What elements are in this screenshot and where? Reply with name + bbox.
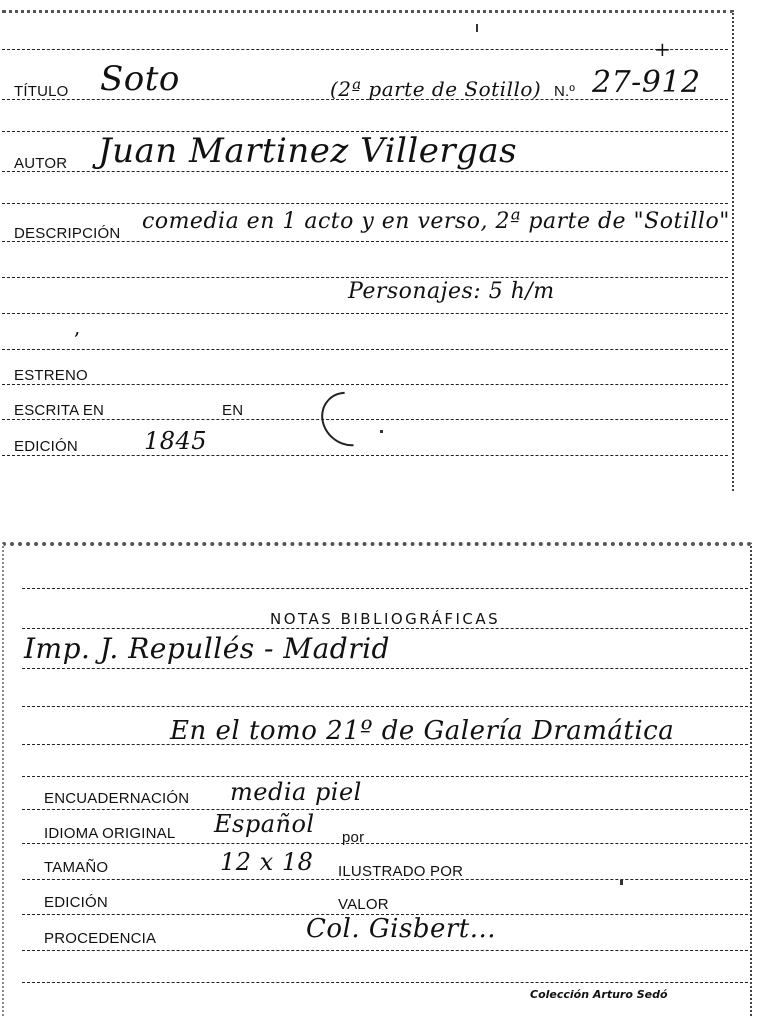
edicion-label: EDICIÓN [14,438,78,455]
card-rule [22,776,748,777]
escrita-label: ESCRITA EN [14,402,105,419]
idioma-value: Español [214,810,315,838]
card-rule [22,809,748,810]
card-rule [22,706,748,707]
idioma-label: IDIOMA ORIGINAL [44,825,176,842]
numero-value: 27-912 [592,65,701,100]
card-rule [2,384,728,385]
estreno-label: ESTRENO [14,367,88,384]
card-rule [22,588,748,589]
idioma-por-label: por [342,829,365,846]
edicion-value: 1845 [144,427,208,455]
procedencia-value: Col. Gisbert... [306,914,497,944]
card-rule [2,49,728,50]
plus-mark: + [654,37,672,61]
encuadernacion-label: ENCUADERNACIÓN [44,790,190,807]
catalog-card-lower [2,542,752,1016]
card-rule [2,277,728,278]
titulo-note: (2ª parte de Sotillo) [330,77,542,101]
card-rule [22,982,748,983]
card-rule [2,171,728,172]
edicion2-label: EDICIÓN [44,894,108,911]
card-rule [22,950,748,951]
tamano-label: TAMAÑO [44,859,109,876]
notas-heading: NOTAS BIBLIOGRÁFICAS [270,610,501,628]
coleccion-footer: Colección Arturo Sedó [530,988,668,1001]
notas-line-1: Imp. J. Repullés - Madrid [24,632,390,665]
card-rule [2,203,728,204]
card-rule [2,349,728,350]
autor-value: Juan Martinez Villergas [98,131,518,171]
catalog-card-upper [2,10,734,491]
scan-speck [476,24,478,32]
stamp-circle [310,380,388,457]
titulo-value: Soto [100,59,180,99]
descripcion-value-2: Personajes: 5 h/m [348,279,555,304]
descripcion-value: comedia en 1 acto y en verso, 2ª parte de "Sotillo" [142,209,730,234]
tamano-value: 12 x 18 [220,848,314,876]
procedencia-label: PROCEDENCIA [44,930,157,947]
card-rule [22,843,748,844]
card-rule [22,668,748,669]
valor-label: VALOR [338,896,389,913]
card-rule [2,455,728,456]
card-rule [2,313,728,314]
ilustrado-label: ILUSTRADO POR [338,863,464,880]
escrita-en-label: EN [222,402,244,419]
scan-speck [380,430,383,433]
titulo-label: TÍTULO [14,83,69,100]
comma-mark: , [74,315,81,339]
scan-speck [620,880,623,885]
descripcion-label: DESCRIPCIÓN [14,225,121,242]
notas-line-2: En el tomo 21º de Galería Dramática [170,716,675,746]
encuadernacion-value: media piel [230,778,362,806]
card-rule [22,628,748,629]
autor-label: AUTOR [14,155,68,172]
numero-label: N.º [554,83,576,100]
